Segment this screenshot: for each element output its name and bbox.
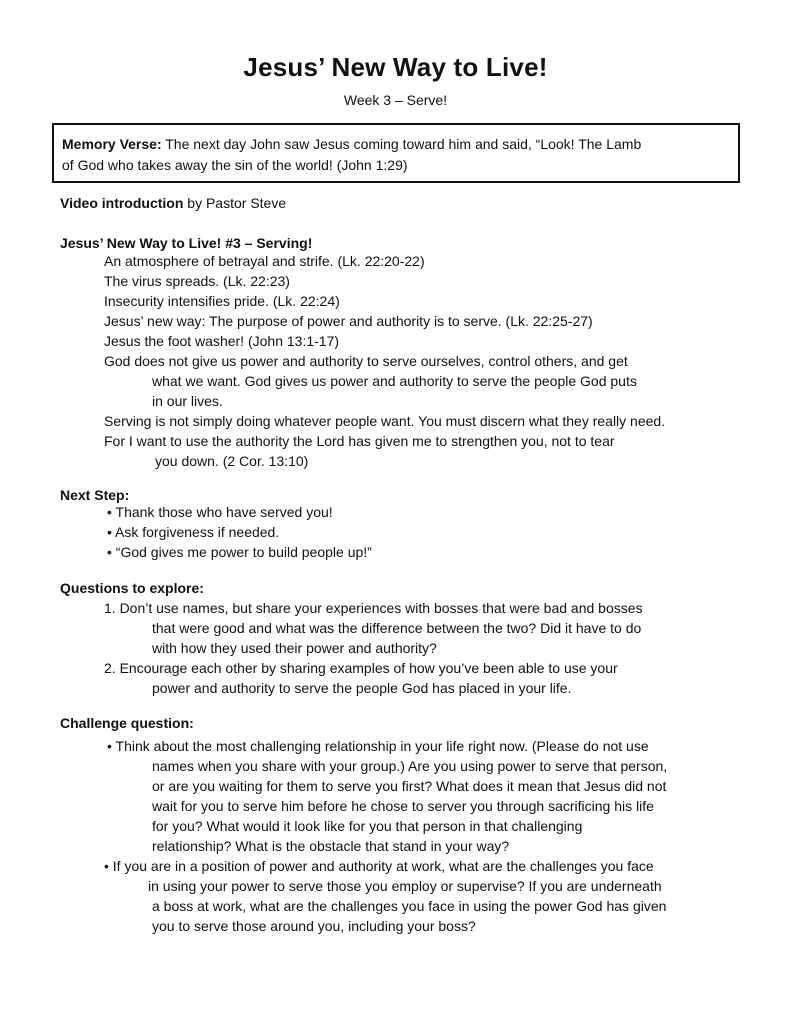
sermon-point-continuation: in our lives. <box>152 393 223 409</box>
sermon-heading: Jesus’ New Way to Live! #3 – Serving! <box>60 235 313 251</box>
sermon-point-continuation: what we want. God gives us power and authority to serve the people God puts <box>152 373 637 389</box>
page-title: Jesus’ New Way to Live! <box>243 52 548 82</box>
challenge-continuation: in using your power to serve those you employ or supervise? If you are underneath <box>148 878 662 894</box>
challenge-item: • If you are in a position of power and authority at work, what are the challenges you face <box>104 858 654 874</box>
sermon-point: An atmosphere of betrayal and strife. (Lk. 22:20-22) <box>104 253 425 269</box>
question-item: 1. Don’t use names, but share your experiences with bosses that were bad and bosses <box>104 600 643 616</box>
challenge-continuation: wait for you to serve him before he chose to server you through sacrificing his life <box>152 798 654 814</box>
memory-verse-box <box>52 123 740 183</box>
video-intro-label: Video introduction <box>60 195 184 211</box>
challenge-item: • Think about the most challenging relationship in your life right now. (Please do not use <box>107 738 649 754</box>
challenge-heading: Challenge question: <box>60 715 194 731</box>
sermon-point: Jesus’ new way: The purpose of power and authority is to serve. (Lk. 22:25-27) <box>104 313 593 329</box>
challenge-continuation: or are you waiting for them to serve you first? What does it mean that Jesus did not <box>152 778 667 794</box>
next-step-item: • Thank those who have served you! <box>107 504 333 520</box>
sermon-point: The virus spreads. (Lk. 22:23) <box>104 273 290 289</box>
sermon-point: Insecurity intensifies pride. (Lk. 22:24) <box>104 293 340 309</box>
memory-verse-line-1 <box>62 134 730 155</box>
question-continuation: that were good and what was the difference between the two? Did it have to do <box>152 620 642 636</box>
sermon-point: For I want to use the authority the Lord has given me to strengthen you, not to tear <box>104 433 615 449</box>
memory-verse-text: The next day John saw Jesus coming toward him and said, “Look! The Lamb <box>161 136 642 152</box>
video-intro <box>60 193 286 213</box>
page-subtitle: Week 3 – Serve! <box>343 92 448 108</box>
challenge-continuation: a boss at work, what are the challenges you face in using the power God has given <box>152 898 667 914</box>
question-item: 2. Encourage each other by sharing examples of how you’ve been able to use your <box>104 660 618 676</box>
sermon-point: Serving is not simply doing whatever people want. You must discern what they really need. <box>104 413 666 429</box>
challenge-continuation: for you? What would it look like for you that person in that challenging <box>152 818 583 834</box>
video-intro-text: by Pastor Steve <box>183 195 287 211</box>
memory-verse-label: Memory Verse: <box>62 136 162 152</box>
next-step-heading: Next Step: <box>60 487 130 503</box>
memory-verse-line-2: of God who takes away the sin of the world! (John 1:29) <box>62 157 408 173</box>
challenge-continuation: names when you share with your group.) Are you using power to serve that person, <box>152 758 668 774</box>
challenge-continuation: relationship? What is the obstacle that stand in your way? <box>152 838 510 854</box>
sermon-point: Jesus the foot washer! (John 13:1-17) <box>104 333 340 349</box>
sermon-point: God does not give us power and authority to serve ourselves, control others, and get <box>104 353 628 369</box>
question-continuation: with how they used their power and authority? <box>152 640 437 656</box>
sermon-point-continuation: you down. (2 Cor. 13:10) <box>155 453 309 469</box>
next-step-item: • Ask forgiveness if needed. <box>107 524 280 540</box>
questions-heading: Questions to explore: <box>60 580 204 596</box>
challenge-continuation: you to serve those around you, including your boss? <box>152 918 476 934</box>
next-step-item: • “God gives me power to build people up!” <box>107 544 372 560</box>
question-continuation: power and authority to serve the people God has placed in your life. <box>152 680 572 696</box>
